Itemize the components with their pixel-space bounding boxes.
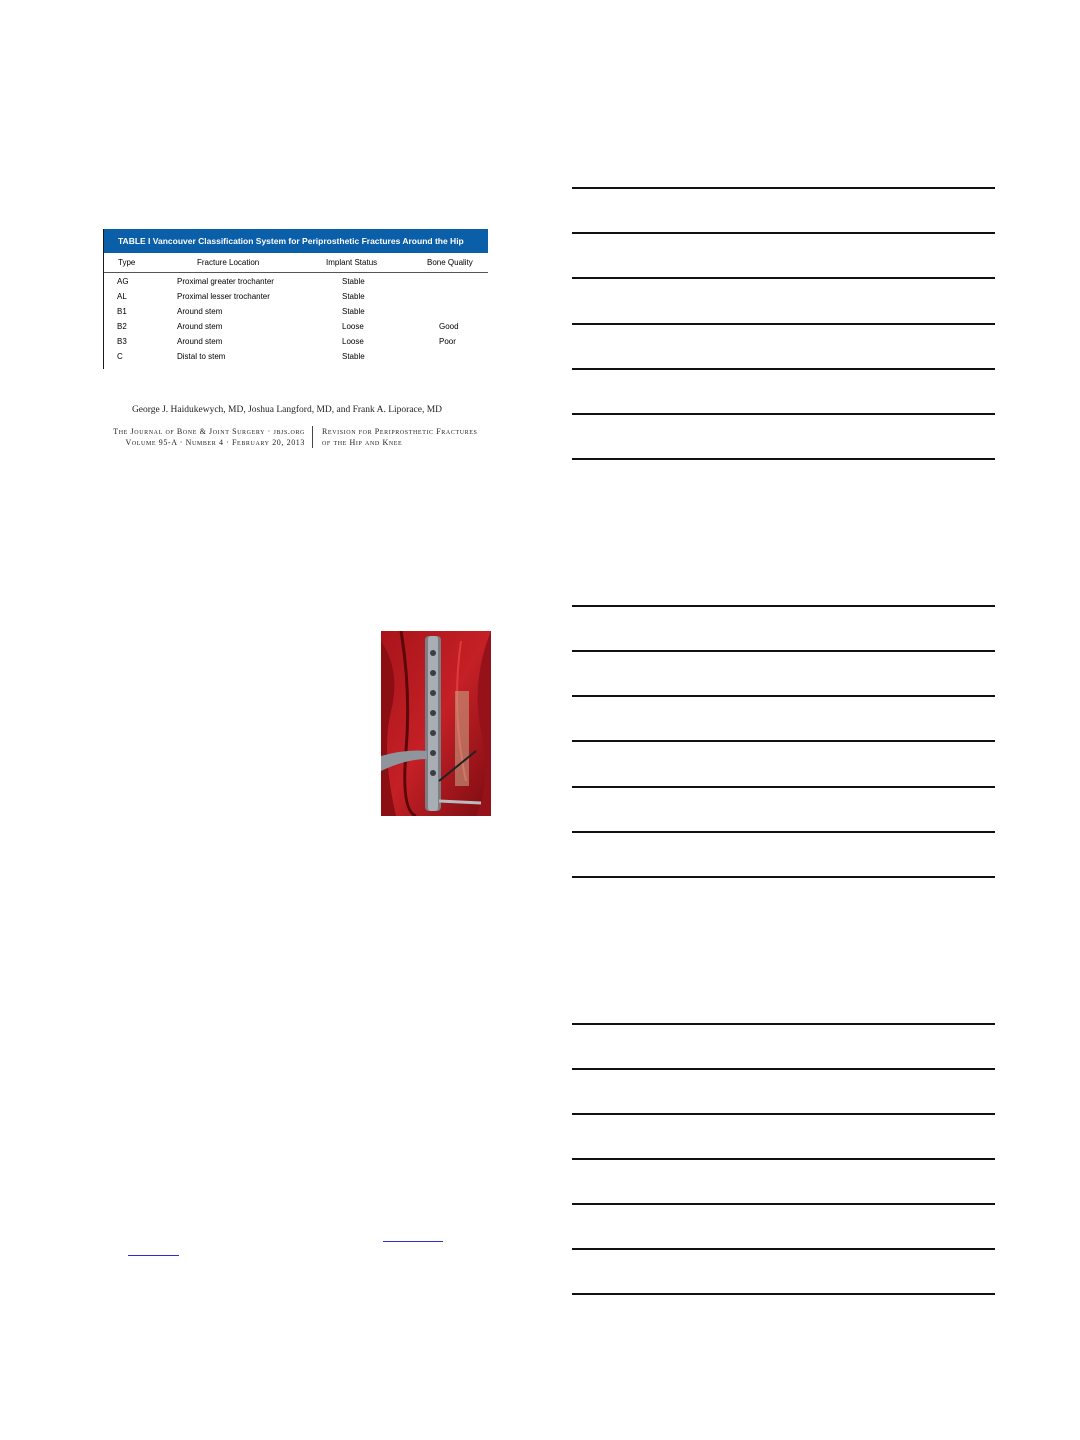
- journal-info: [113, 426, 305, 448]
- table-header-row: [104, 257, 488, 271]
- cell-type: B2: [117, 322, 127, 331]
- note-line: [572, 605, 995, 607]
- journal-line: The Journal of Bone & Joint Surgery · jbjs.org: [113, 427, 305, 436]
- note-line: [572, 1293, 995, 1295]
- cell-implant: Stable: [342, 277, 365, 286]
- cell-implant: Stable: [342, 292, 365, 301]
- cell-implant: Stable: [342, 307, 365, 316]
- cell-type: C: [117, 352, 123, 361]
- header-rule: [104, 272, 488, 273]
- cell-type: AG: [117, 277, 129, 286]
- note-line: [572, 413, 995, 415]
- cell-type: B3: [117, 337, 127, 346]
- article-title-line1: Revision for Periprosthetic Fractures: [322, 427, 478, 436]
- table-title: TABLE I Vancouver Classification System for Periprosthetic Fractures Around the Hip: [104, 229, 488, 253]
- note-line: [572, 740, 995, 742]
- article-title: [322, 426, 477, 448]
- link-underline[interactable]: [383, 1241, 443, 1242]
- note-line: [572, 1113, 995, 1115]
- note-line: [572, 1158, 995, 1160]
- cell-location: Around stem: [177, 307, 223, 316]
- note-line: [572, 650, 995, 652]
- cell-location: Distal to stem: [177, 352, 226, 361]
- header-type: Type: [118, 258, 136, 267]
- journal-citation: [90, 426, 510, 448]
- cell-bone: Poor: [439, 337, 456, 346]
- cell-location: Around stem: [177, 322, 223, 331]
- note-line: [572, 232, 995, 234]
- note-line: [572, 831, 995, 833]
- note-line: [572, 368, 995, 370]
- note-line: [572, 187, 995, 189]
- cell-location: Proximal greater trochanter: [177, 277, 274, 286]
- classification-table: [103, 229, 488, 369]
- cell-bone: Good: [439, 322, 459, 331]
- cell-type: AL: [117, 292, 127, 301]
- cell-implant: Loose: [342, 337, 364, 346]
- surgical-photo-image: [381, 631, 491, 816]
- cell-implant: Loose: [342, 322, 364, 331]
- header-location: Fracture Location: [197, 258, 260, 267]
- citation-divider: [312, 426, 313, 448]
- link-underline[interactable]: [128, 1255, 179, 1256]
- cell-location: Around stem: [177, 337, 223, 346]
- header-implant: Implant Status: [326, 258, 378, 267]
- cell-type: B1: [117, 307, 127, 316]
- note-line: [572, 1023, 995, 1025]
- surgical-photo: [381, 631, 491, 816]
- header-bone: Bone Quality: [427, 258, 473, 267]
- note-line: [572, 786, 995, 788]
- authors: George J. Haidukewych, MD, Joshua Langford, MD, and Frank A. Liporace, MD: [131, 405, 443, 415]
- journal-volume-line: Volume 95-A · Number 4 · February 20, 2013: [125, 438, 305, 447]
- note-line: [572, 1248, 995, 1250]
- note-line: [572, 1203, 995, 1205]
- cell-implant: Stable: [342, 352, 365, 361]
- article-title-line2: of the Hip and Knee: [322, 438, 403, 447]
- note-line: [572, 1068, 995, 1070]
- note-line: [572, 876, 995, 878]
- note-line: [572, 458, 995, 460]
- cell-location: Proximal lesser trochanter: [177, 292, 270, 301]
- note-line: [572, 277, 995, 279]
- note-line: [572, 695, 995, 697]
- note-line: [572, 323, 995, 325]
